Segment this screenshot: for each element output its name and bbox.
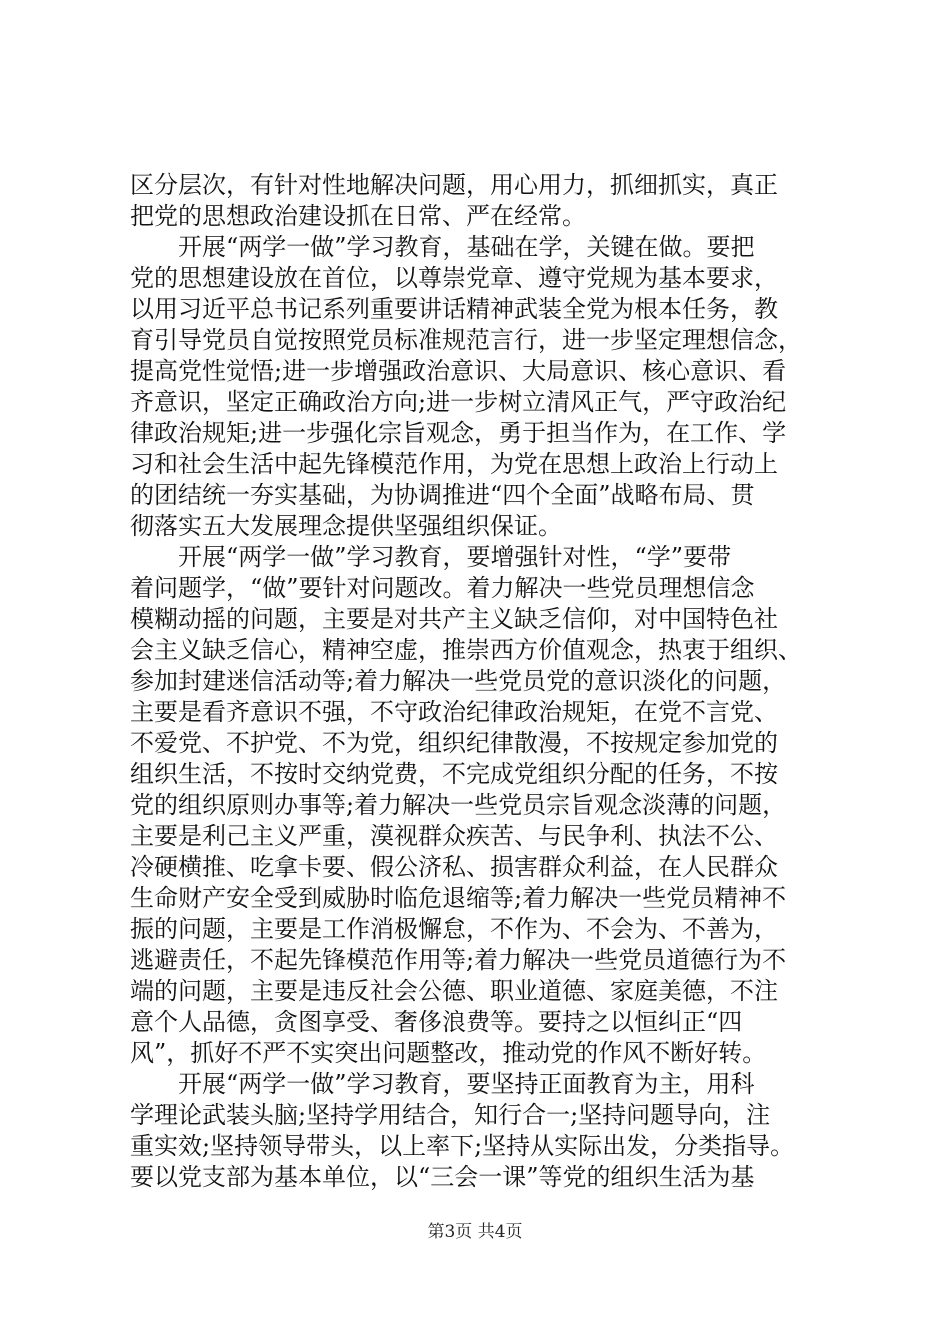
text-line: 党的思想建设放在首位，以尊崇党章、遵守党规为基本要求， bbox=[130, 264, 778, 292]
text-line: 党的组织原则办事等;着力解决一些党员宗旨观念淡薄的问题， bbox=[130, 791, 787, 819]
text-line: 重实效;坚持领导带头，以上率下;坚持从实际出发，分类指导。 bbox=[130, 1132, 795, 1160]
text-line: 齐意识，坚定正确政治方向;进一步树立清风正气，严守政治纪 bbox=[130, 388, 787, 416]
text-line: 习和社会生活中起先锋模范作用，为党在思想上政治上行动上 bbox=[130, 450, 778, 478]
text-line: 会主义缺乏信心，精神空虚，推崇西方价值观念，热衷于组织、 bbox=[130, 636, 802, 664]
text-line: 律政治规矩;进一步强化宗旨观念，勇于担当作为，在工作、学 bbox=[130, 419, 787, 447]
text-line: 意个人品德，贪图享受、奢侈浪费等。要持之以恒纠正“四 bbox=[130, 1008, 743, 1036]
text-line: 彻落实五大发展理念提供坚强组织保证。 bbox=[130, 512, 562, 540]
text-line: 振的问题，主要是工作消极懈怠，不作为、不会为、不善为， bbox=[130, 915, 778, 943]
text-line: 提高党性觉悟;进一步增强政治意识、大局意识、核心意识、看 bbox=[130, 357, 787, 385]
document-body bbox=[130, 170, 830, 1193]
text-line: 模糊动摇的问题，主要是对共产主义缺乏信仰，对中国特色社 bbox=[130, 605, 778, 633]
text-line: 区分层次，有针对性地解决问题，用心用力，抓细抓实，真正 bbox=[130, 171, 778, 199]
page-footer: 第3页 共4页 bbox=[427, 1222, 523, 1242]
text-line: 的团结统一夯实基础，为协调推进“四个全面”战略布局、贯 bbox=[130, 481, 755, 509]
text-line: 育引导党员自觉按照党员标准规范言行，进一步坚定理想信念， bbox=[130, 326, 802, 354]
text-line: 主要是利己主义严重，漠视群众疾苦、与民争利、执法不公、 bbox=[130, 822, 778, 850]
text-line: 开展“两学一做”学习教育，基础在学，关键在做。要把 bbox=[130, 233, 755, 261]
text-line: 冷硬横推、吃拿卡要、假公济私、损害群众利益，在人民群众 bbox=[130, 853, 778, 881]
text-line: 要以党支部为基本单位，以“三会一课”等党的组织生活为基 bbox=[130, 1163, 755, 1191]
text-line: 风”，抓好不严不实突出问题整改，推动党的作风不断好转。 bbox=[130, 1039, 767, 1067]
text-line: 学理论武装头脑;坚持学用结合，知行合一;坚持问题导向，注 bbox=[130, 1101, 771, 1129]
text-line: 参加封建迷信活动等;着力解决一些党员党的意识淡化的问题， bbox=[130, 667, 787, 695]
text-line: 端的问题，主要是违反社会公德、职业道德、家庭美德，不注 bbox=[130, 977, 778, 1005]
text-line: 不爱党、不护党、不为党，组织纪律散漫，不按规定参加党的 bbox=[130, 729, 778, 757]
text-line: 主要是看齐意识不强，不守政治纪律政治规矩，在党不言党、 bbox=[130, 698, 778, 726]
text-line: 组织生活，不按时交纳党费，不完成党组织分配的任务，不按 bbox=[130, 760, 778, 788]
text-line: 以用习近平总书记系列重要讲话精神武装全党为根本任务，教 bbox=[130, 295, 778, 323]
text-line: 生命财产安全受到威胁时临危退缩等;着力解决一些党员精神不 bbox=[130, 884, 787, 912]
text-line: 逃避责任，不起先锋模范作用等;着力解决一些党员道德行为不 bbox=[130, 946, 787, 974]
text-line: 开展“两学一做”学习教育，要坚持正面教育为主，用科 bbox=[130, 1070, 755, 1098]
text-line: 开展“两学一做”学习教育，要增强针对性，“学”要带 bbox=[130, 543, 732, 571]
text-line: 把党的思想政治建设抓在日常、严在经常。 bbox=[130, 202, 586, 230]
text-line: 着问题学，“做”要针对问题改。着力解决一些党员理想信念 bbox=[130, 574, 755, 602]
